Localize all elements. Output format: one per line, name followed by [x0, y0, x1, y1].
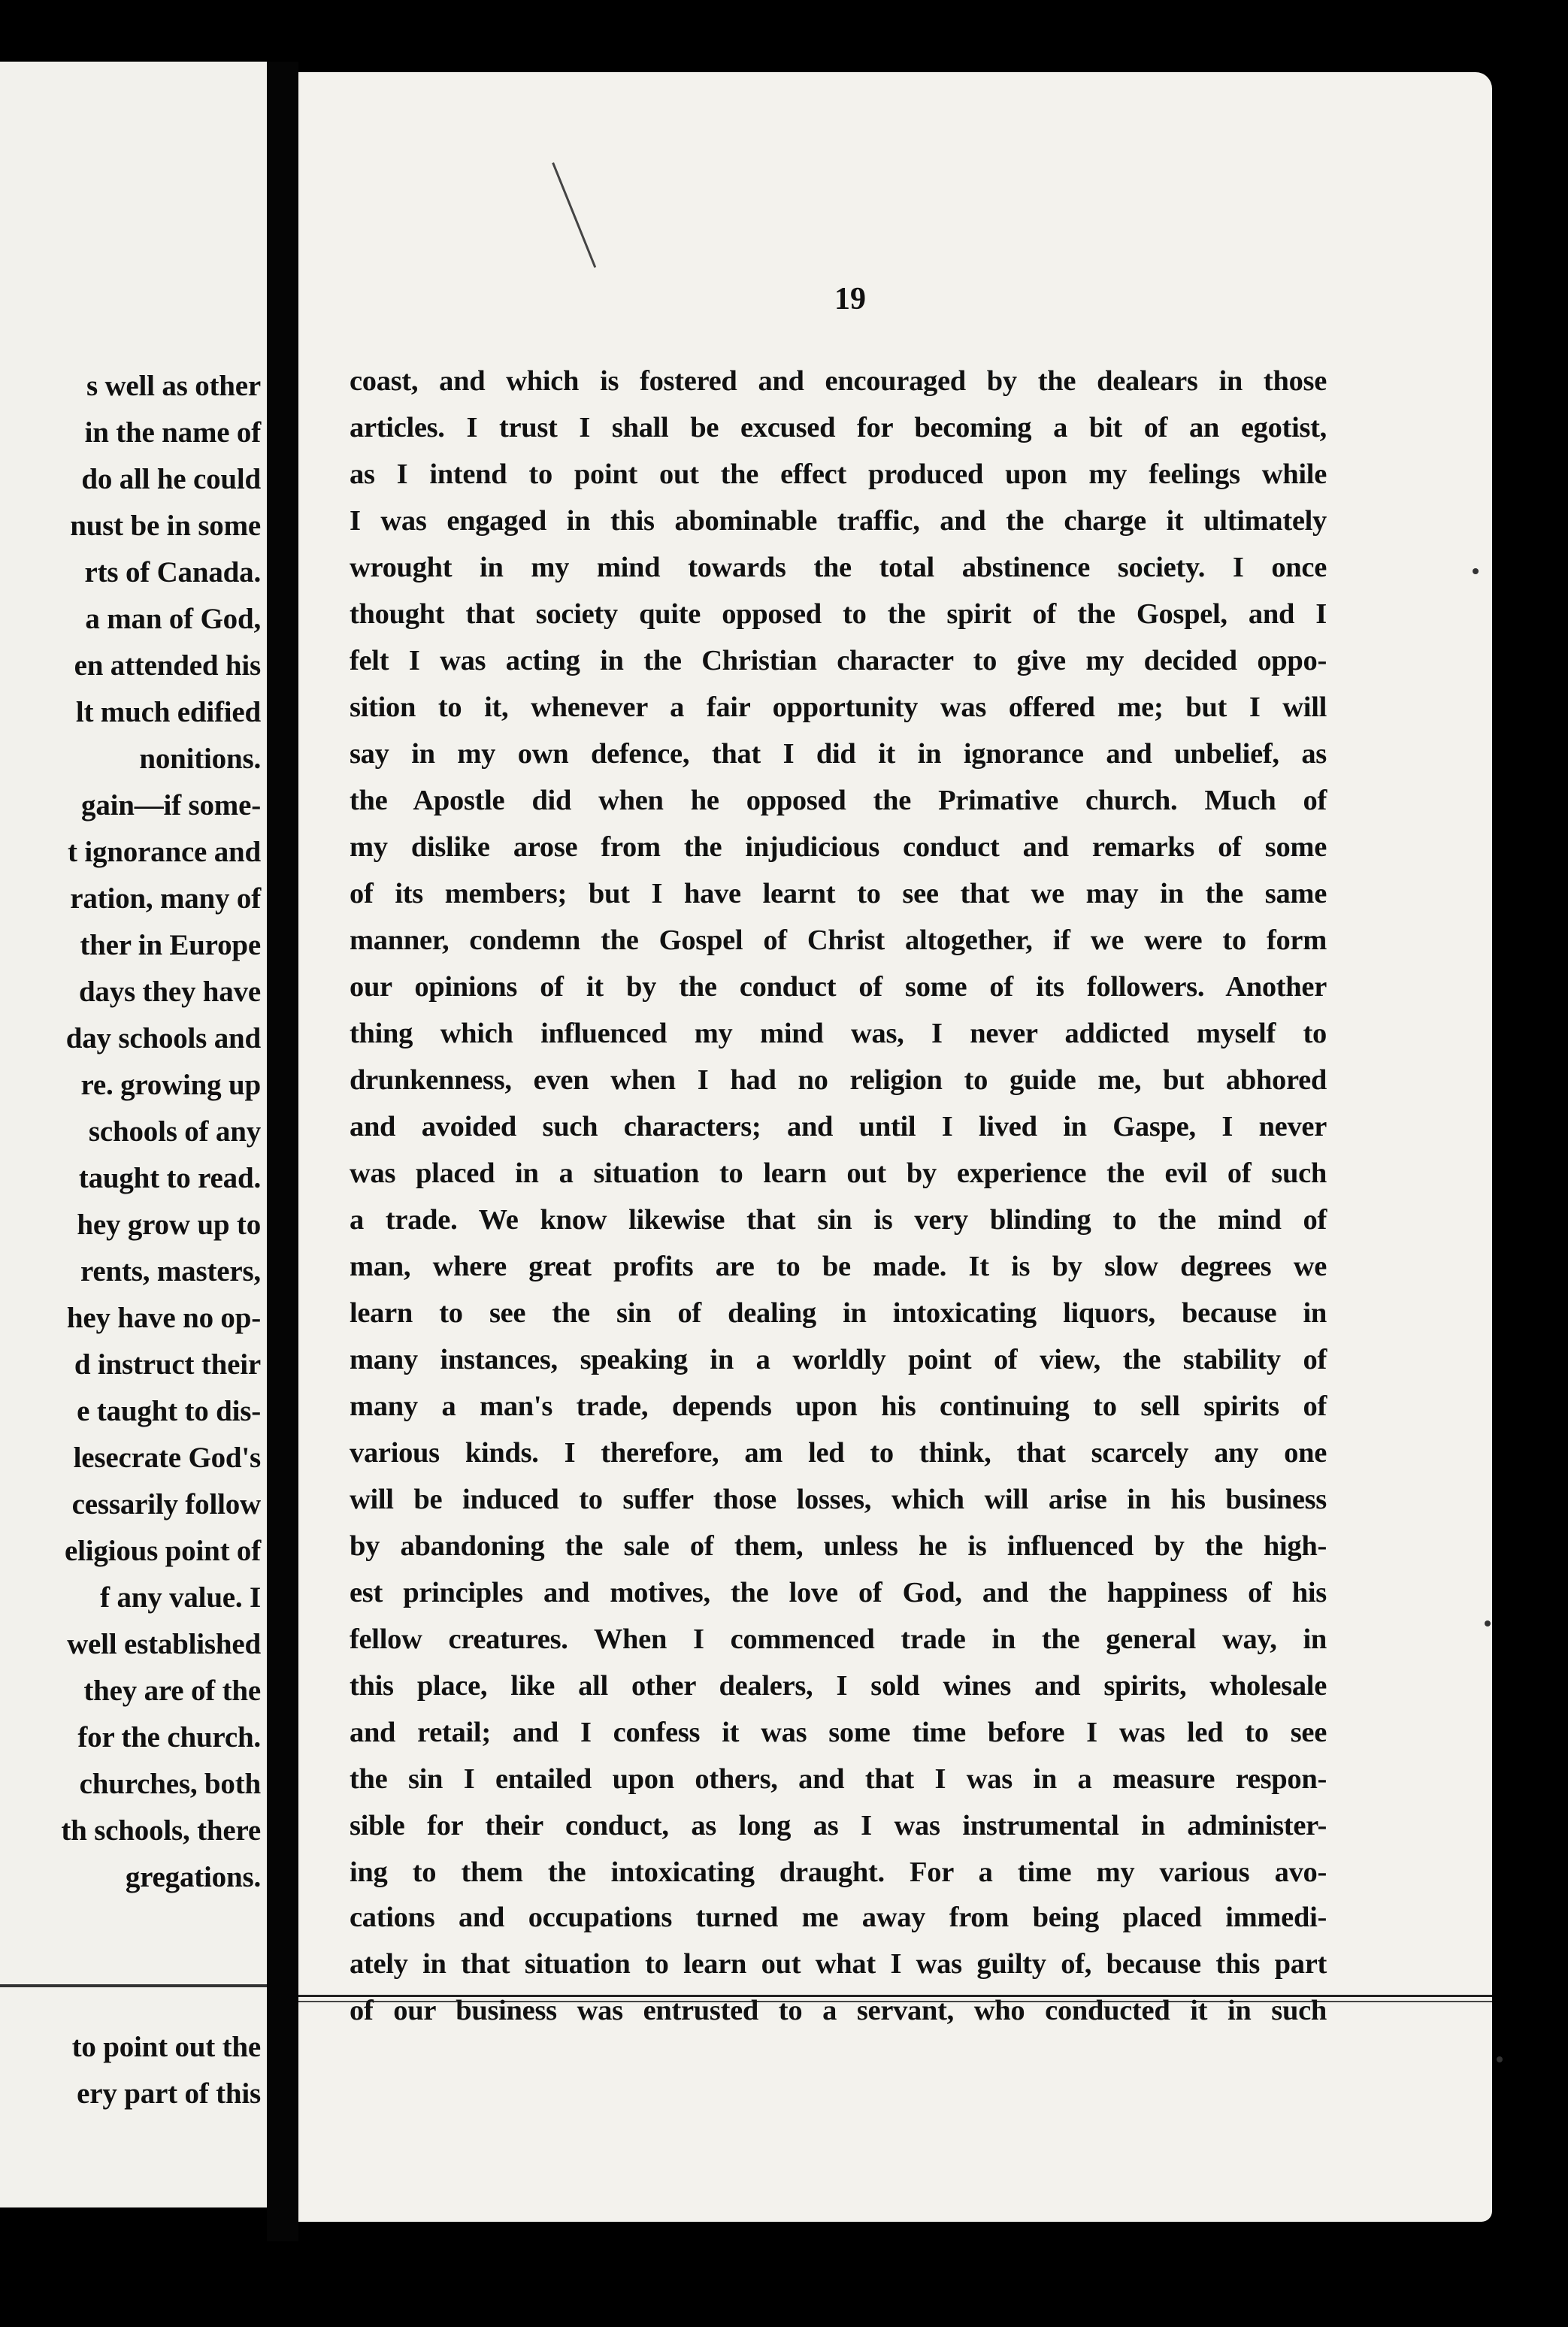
text-line: as I intend to point out the effect produced upon my feelings while [350, 458, 1327, 490]
text-line: will be induced to suffer those losses, which will arise in his business [350, 1484, 1327, 1515]
text-line: say in my own defence, that I did it in ignorance and unbelief, as [350, 738, 1327, 770]
left-line: schools of any [88, 1115, 261, 1148]
left-line: lesecrate God's [73, 1442, 261, 1474]
ink-speck [1485, 1620, 1491, 1626]
text-line: of its members; but I have learnt to see that we may in the same [350, 878, 1327, 909]
left-line: cessarily follow [71, 1488, 261, 1521]
text-line: my dislike arose from the injudicious conduct and remarks of some [350, 831, 1327, 863]
text-line: and avoided such characters; and until I lived in Gaspe, I never [350, 1111, 1327, 1142]
text-line: coast, and which is fostered and encouraged by the dealears in those [350, 365, 1327, 397]
text-line: was placed in a situation to learn out by experience the evil of such [350, 1157, 1327, 1189]
left-line: ery part of this [77, 2077, 261, 2110]
left-line: ration, many of [70, 882, 261, 915]
text-line: ately in that situation to learn out what I was guilty of, because this part [350, 1948, 1327, 1980]
left-line: rts of Canada. [84, 556, 261, 589]
text-line: drunkenness, even when I had no religion to guide me, but abhored [350, 1064, 1327, 1096]
left-line: gain—if some- [81, 789, 261, 822]
left-line: th schools, there [61, 1814, 261, 1847]
left-line: day schools and [65, 1022, 261, 1055]
text-line: by abandoning the sale of them, unless he is influenced by the high- [350, 1530, 1327, 1562]
left-line: days they have [78, 976, 261, 1008]
text-line: wrought in my mind towards the total abstinence society. I once [350, 552, 1327, 583]
left-line: f any value. I [100, 1581, 261, 1614]
text-line: the sin I entailed upon others, and that I was in a measure respon- [350, 1763, 1327, 1795]
left-line: to point out the [71, 2031, 261, 2063]
left-line: rents, masters, [80, 1255, 261, 1288]
text-line: articles. I trust I shall be excused for becoming a bit of an egotist, [350, 412, 1327, 443]
left-line: gregations. [125, 1861, 261, 1893]
scratch-mark [552, 162, 596, 268]
text-line: a trade. We know likewise that sin is very blinding to the mind of [350, 1204, 1327, 1236]
left-divider-rule [0, 1984, 267, 1987]
left-line: nonitions. [139, 743, 261, 775]
text-line: sible for their conduct, as long as I was instrumental in administer- [350, 1810, 1327, 1841]
left-line: churches, both [79, 1768, 261, 1800]
text-line: felt I was acting in the Christian character to give my decided oppo- [350, 645, 1327, 676]
left-line: hey have no op- [66, 1302, 261, 1334]
text-line: many instances, speaking in a worldly point of view, the stability of [350, 1344, 1327, 1375]
left-line: s well as other [86, 370, 261, 402]
left-line: they are of the [83, 1675, 261, 1707]
left-line: do all he could [81, 463, 261, 495]
text-line: sition to it, whenever a fair opportunity was offered me; but I will [350, 691, 1327, 723]
text-line: this place, like all other dealers, I sold wines and spirits, wholesale [350, 1670, 1327, 1702]
left-page [0, 62, 268, 2207]
left-line: ther in Europe [80, 929, 261, 961]
left-line: t ignorance and [67, 836, 261, 868]
text-line: of our business was entrusted to a servant, who conducted it in such [350, 1995, 1327, 2026]
left-line: in the name of [84, 416, 261, 449]
page-gutter [267, 62, 298, 2241]
left-line: hey grow up to [77, 1209, 261, 1241]
text-line: cations and occupations turned me away from being placed immedi- [350, 1902, 1327, 1933]
text-line: learn to see the sin of dealing in intoxicating liquors, because in [350, 1297, 1327, 1329]
left-line: d instruct their [74, 1348, 261, 1381]
left-line: a man of God, [85, 603, 261, 635]
text-line: our opinions of it by the conduct of some of its followers. Another [350, 971, 1327, 1003]
left-line: for the church. [77, 1721, 261, 1754]
text-line: many a man's trade, depends upon his continuing to sell spirits of [350, 1390, 1327, 1422]
text-line: I was engaged in this abominable traffic, and the charge it ultimately [350, 505, 1327, 537]
text-line: ing to them the intoxicating draught. For a time my various avo- [350, 1856, 1327, 1888]
text-line: est principles and motives, the love of God, and the happiness of his [350, 1577, 1327, 1608]
left-line: well established [67, 1628, 261, 1660]
text-line: the Apostle did when he opposed the Primative church. Much of [350, 785, 1327, 816]
right-page [298, 72, 1492, 2222]
left-line: eligious point of [65, 1535, 261, 1567]
left-line: lt much edified [75, 696, 261, 728]
text-line: fellow creatures. When I commenced trade in the general way, in [350, 1623, 1327, 1655]
left-line: e taught to dis- [77, 1395, 261, 1427]
left-line: re. growing up [80, 1069, 261, 1101]
ink-speck [1473, 568, 1479, 574]
left-line: taught to read. [78, 1162, 261, 1194]
text-line: various kinds. I therefore, am led to think, that scarcely any one [350, 1437, 1327, 1469]
text-line: manner, condemn the Gospel of Christ altogether, if we were to form [350, 924, 1327, 956]
text-line: man, where great profits are to be made. It is by slow degrees we [350, 1251, 1327, 1282]
left-line: nust be in some [70, 510, 261, 542]
text-line: thing which influenced my mind was, I never addicted myself to [350, 1018, 1327, 1049]
text-line: and retail; and I confess it was some time before I was led to see [350, 1717, 1327, 1748]
text-line: thought that society quite opposed to the spirit of the Gospel, and I [350, 598, 1327, 630]
ink-speck [1497, 2056, 1503, 2062]
page-number: 19 [834, 282, 866, 316]
left-line: en attended his [74, 649, 261, 682]
